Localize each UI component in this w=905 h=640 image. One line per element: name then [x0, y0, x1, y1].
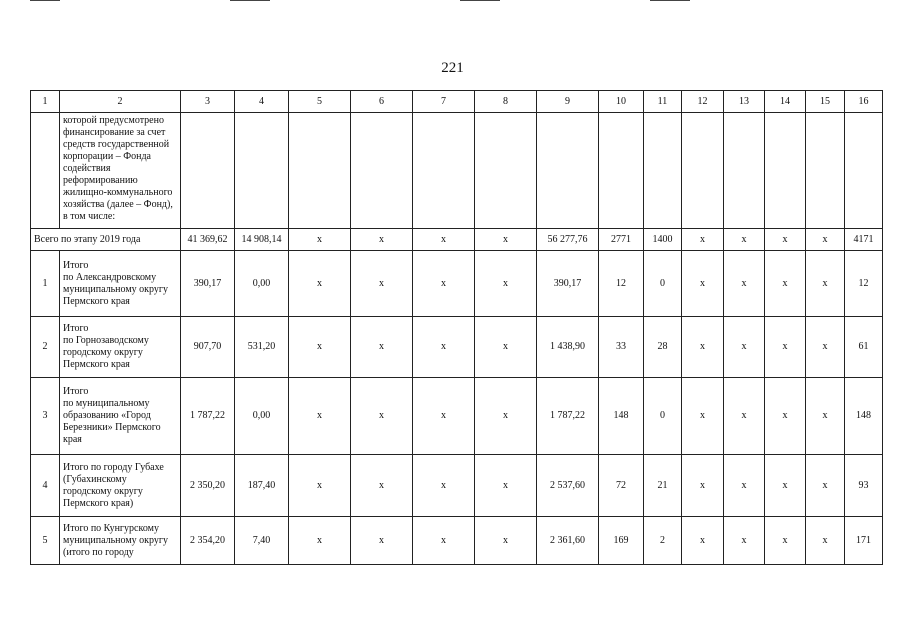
table-cell: x [806, 317, 845, 378]
intro-text: которой предусмотрено финансирование за счет средств государственной корпорации – Фонда содействия реформированию жилищно-коммунального хозяйства (далее – Фонд), в том числе: [60, 113, 181, 229]
table-cell: x [475, 517, 537, 565]
total-cell: 41 369,62 [181, 229, 235, 251]
column-header: 6 [351, 91, 413, 113]
table-cell: x [475, 317, 537, 378]
table-cell [31, 113, 60, 229]
column-header: 4 [235, 91, 289, 113]
table-cell: 12 [599, 251, 644, 317]
table-cell: x [413, 378, 475, 455]
table-row [31, 251, 883, 317]
table-cell: x [682, 455, 724, 517]
row-number: 3 [31, 378, 60, 455]
table-cell [235, 113, 289, 229]
scan-edge-line [460, 0, 500, 1]
table-cell: x [765, 251, 806, 317]
table-cell: x [289, 517, 351, 565]
table-row [31, 455, 883, 517]
table-cell [644, 113, 682, 229]
table-cell [475, 113, 537, 229]
table-cell: 0 [644, 251, 682, 317]
table-cell: 0 [644, 378, 682, 455]
column-header: 15 [806, 91, 845, 113]
table-cell: 2 361,60 [537, 517, 599, 565]
table-cell: x [724, 455, 765, 517]
scan-edge-line [30, 0, 60, 1]
table-cell [413, 113, 475, 229]
table-cell: 93 [845, 455, 883, 517]
table-cell: x [765, 455, 806, 517]
table-cell: x [682, 317, 724, 378]
table-cell: x [351, 517, 413, 565]
table-row [31, 378, 883, 455]
column-header: 2 [60, 91, 181, 113]
column-header: 12 [682, 91, 724, 113]
table-cell: x [413, 455, 475, 517]
table-cell: 28 [644, 317, 682, 378]
table-cell: x [289, 317, 351, 378]
total-cell: 56 277,76 [537, 229, 599, 251]
row-number: 2 [31, 317, 60, 378]
table-cell: x [289, 455, 351, 517]
total-cell: x [724, 229, 765, 251]
table-cell: 2 354,20 [181, 517, 235, 565]
table-cell: 907,70 [181, 317, 235, 378]
table-cell [806, 113, 845, 229]
table-cell [845, 113, 883, 229]
data-table [30, 90, 883, 565]
intro-row [31, 113, 883, 229]
total-cell: x [765, 229, 806, 251]
table-cell: 169 [599, 517, 644, 565]
table-cell: 148 [845, 378, 883, 455]
table-cell: 72 [599, 455, 644, 517]
total-cell: x [682, 229, 724, 251]
table-cell [765, 113, 806, 229]
table-cell: x [682, 251, 724, 317]
table-cell: x [413, 251, 475, 317]
row-name: Итого по Горнозаводскому городскому округу Пермского края [60, 317, 181, 378]
table-cell: 1 438,90 [537, 317, 599, 378]
scan-edge-line [650, 0, 690, 1]
table-cell: x [765, 517, 806, 565]
table-cell: x [351, 455, 413, 517]
table-cell: 2 537,60 [537, 455, 599, 517]
table-row [31, 517, 883, 565]
column-header: 9 [537, 91, 599, 113]
table-cell: x [806, 251, 845, 317]
total-cell: x [413, 229, 475, 251]
table-cell: 61 [845, 317, 883, 378]
column-header: 11 [644, 91, 682, 113]
column-header: 10 [599, 91, 644, 113]
row-number: 1 [31, 251, 60, 317]
total-cell: x [475, 229, 537, 251]
column-header: 3 [181, 91, 235, 113]
row-name: Итого по Александровскому муниципальному округу Пермского края [60, 251, 181, 317]
table-cell: x [351, 378, 413, 455]
table-cell: 390,17 [181, 251, 235, 317]
table-cell [724, 113, 765, 229]
table-cell: 0,00 [235, 251, 289, 317]
table-cell: x [724, 251, 765, 317]
column-header: 1 [31, 91, 60, 113]
table-cell: x [475, 378, 537, 455]
total-cell: x [806, 229, 845, 251]
table-cell: x [475, 455, 537, 517]
table-cell: 12 [845, 251, 883, 317]
total-cell: 4171 [845, 229, 883, 251]
table-cell: 531,20 [235, 317, 289, 378]
table-cell [537, 113, 599, 229]
total-cell: 2771 [599, 229, 644, 251]
column-header: 8 [475, 91, 537, 113]
column-header: 5 [289, 91, 351, 113]
scan-edge-line [230, 0, 270, 1]
total-cell: 1400 [644, 229, 682, 251]
table-cell [181, 113, 235, 229]
table-cell: 148 [599, 378, 644, 455]
row-name: Итого по муниципальному образованию «Город Березники» Пермского края [60, 378, 181, 455]
table-cell: 171 [845, 517, 883, 565]
table-cell: x [351, 251, 413, 317]
table-cell [682, 113, 724, 229]
table-cell: x [806, 455, 845, 517]
table-cell: x [682, 378, 724, 455]
page-number: 221 [441, 60, 464, 76]
table-cell: x [289, 378, 351, 455]
table-cell: 1 787,22 [537, 378, 599, 455]
table-cell: x [806, 517, 845, 565]
table-cell: x [765, 317, 806, 378]
table-cell: x [682, 517, 724, 565]
header-row [31, 91, 883, 113]
column-header: 16 [845, 91, 883, 113]
table-cell: 21 [644, 455, 682, 517]
column-header: 13 [724, 91, 765, 113]
row-number: 5 [31, 517, 60, 565]
table-cell: 1 787,22 [181, 378, 235, 455]
total-cell: x [351, 229, 413, 251]
table-cell: x [413, 517, 475, 565]
total-cell: x [289, 229, 351, 251]
table-cell: 2 350,20 [181, 455, 235, 517]
table-cell: x [806, 378, 845, 455]
table-cell: x [724, 378, 765, 455]
table-cell: 0,00 [235, 378, 289, 455]
column-header: 7 [413, 91, 475, 113]
table-cell: x [413, 317, 475, 378]
total-cell: 14 908,14 [235, 229, 289, 251]
table-cell: x [289, 251, 351, 317]
table-cell: x [724, 317, 765, 378]
table-row [31, 317, 883, 378]
total-row [31, 229, 883, 251]
table-cell [351, 113, 413, 229]
table-cell [599, 113, 644, 229]
table-cell: x [724, 517, 765, 565]
table-cell: 2 [644, 517, 682, 565]
total-label: Всего по этапу 2019 года [31, 229, 181, 251]
table-cell: 390,17 [537, 251, 599, 317]
row-name: Итого по городу Губахе (Губахинскому городскому округу Пермского края) [60, 455, 181, 517]
table-cell: 33 [599, 317, 644, 378]
table-cell: 7,40 [235, 517, 289, 565]
row-name: Итого по Кунгурскому муниципальному округу (итого по городу [60, 517, 181, 565]
row-number: 4 [31, 455, 60, 517]
table-cell: x [475, 251, 537, 317]
table-cell: x [765, 378, 806, 455]
column-header: 14 [765, 91, 806, 113]
table-cell: 187,40 [235, 455, 289, 517]
table-cell [289, 113, 351, 229]
table-cell: x [351, 317, 413, 378]
